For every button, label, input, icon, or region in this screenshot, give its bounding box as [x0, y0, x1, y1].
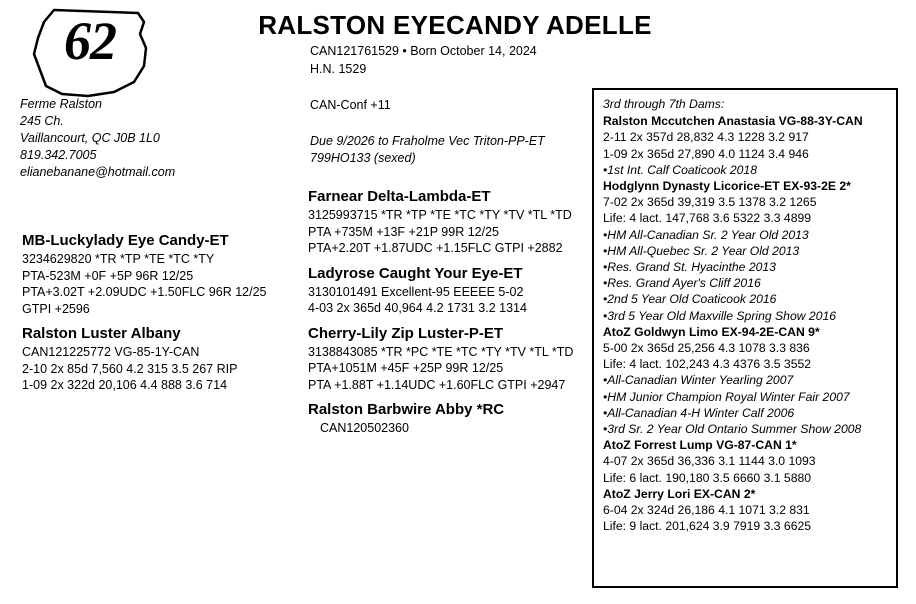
dam-note: •2nd 5 Year Old Coaticook 2016 [603, 292, 777, 307]
dam-entry [603, 178, 889, 324]
hn-line: H.N. 1529 [310, 62, 367, 76]
pedigree-entry [308, 399, 593, 437]
dam-row: 1-09 2x 365d 27,890 4.0 1124 3.4 946 [603, 146, 809, 161]
animal-detail: 1-09 2x 322d 20,106 4.4 888 3.6 714 [22, 378, 228, 392]
consignor-phone: 819.342.7005 [20, 148, 97, 162]
animal-detail: 2-10 2x 85d 7,560 4.2 315 3.5 267 RIP [22, 361, 238, 376]
pedigree-entry [308, 186, 593, 257]
pedigree-entry [22, 323, 302, 394]
dam-name: AtoZ Goldwyn Limo EX-94-2E-CAN 9* [603, 324, 820, 339]
animal-detail: 3125993715 *TR *TP *TE *TC *TY *TV *TL *TD [308, 208, 572, 222]
animal-detail: 3234629820 *TR *TP *TE *TC *TY [22, 252, 215, 266]
animal-detail: 3130101491 Excellent-95 EEEEE 5-02 [308, 284, 524, 299]
animal-detail: PTA +1.88T +1.14UDC +1.60FLC GTPI +2947 [308, 377, 566, 392]
animal-detail: GTPI +2596 [22, 301, 90, 316]
dam-note: •All-Canadian Winter Yearling 2007 [603, 373, 794, 388]
dam-name: Hodglynn Dynasty Licorice-ET EX-93-2E 2* [603, 179, 851, 194]
dam-row: Life: 9 lact. 201,624 3.9 7919 3.3 6625 [603, 519, 812, 534]
animal-detail: 3138843085 *TR *PC *TE *TC *TY *TV *TL *TD [308, 344, 574, 359]
pedigree-entry [22, 230, 302, 317]
dam-row: 5-00 2x 365d 25,256 4.3 1078 3.3 836 [603, 341, 810, 356]
dam-note: •Res. Grand Ayer's Cliff 2016 [603, 276, 761, 291]
consignor-email: elianebanane@hotmail.com [20, 165, 176, 179]
animal-detail: PTA+3.02T +2.09UDC +1.50FLC 96R 12/25 [22, 285, 267, 299]
pedigree-left-column [22, 230, 302, 396]
dam-row: Life: 4 lact. 147,768 3.6 5322 3.3 4899 [603, 211, 812, 226]
animal-detail: 4-03 2x 365d 40,964 4.2 1731 3.2 1314 [308, 301, 527, 315]
animal-detail: CAN120502360 [320, 421, 409, 435]
registration-line: CAN121761529 • Born October 14, 2024 [310, 44, 537, 58]
animal-detail: PTA+2.20T +1.87UDC +1.15FLC GTPI +2882 [308, 241, 563, 255]
dam-entry [603, 324, 889, 437]
dam-note: •HM All-Quebec Sr. 2 Year Old 2013 [603, 243, 800, 258]
animal-name: Cherry-Lily Zip Luster-P-ET [308, 324, 504, 342]
page-title: RALSTON EYECANDY ADELLE [258, 10, 652, 40]
consignor-city: Vaillancourt, QC J0B 1L0 [20, 131, 160, 145]
consignor-address: 245 Ch. [20, 114, 64, 128]
animal-name: Ladyrose Caught Your Eye-ET [308, 264, 523, 282]
dam-entry [603, 486, 889, 535]
animal-name: Farnear Delta-Lambda-ET [308, 188, 491, 205]
due-block [310, 133, 545, 167]
dam-row: 2-11 2x 357d 28,832 4.3 1228 3.2 917 [603, 130, 809, 145]
dam-note: •3rd Sr. 2 Year Old Ontario Summer Show 2008 [603, 422, 862, 437]
dam-note: •All-Canadian 4-H Winter Calf 2006 [603, 405, 795, 420]
consignor-block [20, 96, 290, 181]
dam-entry [603, 113, 889, 178]
animal-detail: PTA-523M +0F +5P 96R 12/25 [22, 268, 194, 283]
dam-note: •Res. Grand St. Hyacinthe 2013 [603, 260, 776, 275]
pedigree-entry [308, 263, 593, 317]
dam-name: AtoZ Forrest Lump VG-87-CAN 1* [603, 438, 797, 453]
dam-note: •HM All-Canadian Sr. 2 Year Old 2013 [603, 227, 809, 242]
animal-name: MB-Luckylady Eye Candy-ET [22, 232, 229, 249]
dam-name: Ralston Mccutchen Anastasia VG-88-3Y-CAN [603, 114, 863, 129]
dams-box-header: 3rd through 7th Dams: [603, 97, 725, 111]
lot-block [18, 8, 158, 94]
animal-detail: PTA +735M +13F +21P 99R 12/25 [308, 224, 499, 239]
dams-box [592, 88, 898, 588]
animal-detail: CAN121225772 VG-85-1Y-CAN [22, 345, 200, 359]
animal-detail: PTA+1051M +45F +25P 99R 12/25 [308, 361, 504, 375]
dam-row: 4-07 2x 365d 36,336 3.1 1144 3.0 1093 [603, 454, 816, 469]
dam-row: Life: 6 lact. 190,180 3.5 6660 3.1 5880 [603, 470, 812, 485]
pedigree-middle-column [308, 186, 593, 439]
dam-note: •HM Junior Champion Royal Winter Fair 2007 [603, 389, 850, 404]
lot-number: 62 [64, 11, 116, 71]
dam-entry [603, 437, 889, 486]
dam-row: Life: 4 lact. 102,243 4.3 4376 3.5 3552 [603, 357, 812, 372]
pedigree-entry [308, 323, 593, 394]
due-line-1: Due 9/2026 to Fraholme Vec Triton-PP-ET [310, 134, 545, 148]
consignor-farm: Ferme Ralston [20, 97, 102, 111]
conformation-line: CAN-Conf +11 [310, 98, 391, 112]
dam-note: •3rd 5 Year Old Maxville Spring Show 2016 [603, 308, 837, 323]
animal-name: Ralston Luster Albany [22, 325, 181, 342]
due-line-2: 799HO133 (sexed) [310, 151, 416, 165]
dam-row: 7-02 2x 365d 39,319 3.5 1378 3.2 1265 [603, 195, 817, 210]
dam-row: 6-04 2x 324d 26,186 4.1 1071 3.2 831 [603, 503, 810, 518]
dam-note: •1st Int. Calf Coaticook 2018 [603, 162, 757, 177]
dam-name: AtoZ Jerry Lori EX-CAN 2* [603, 486, 756, 501]
animal-name: Ralston Barbwire Abby *RC [308, 401, 505, 418]
